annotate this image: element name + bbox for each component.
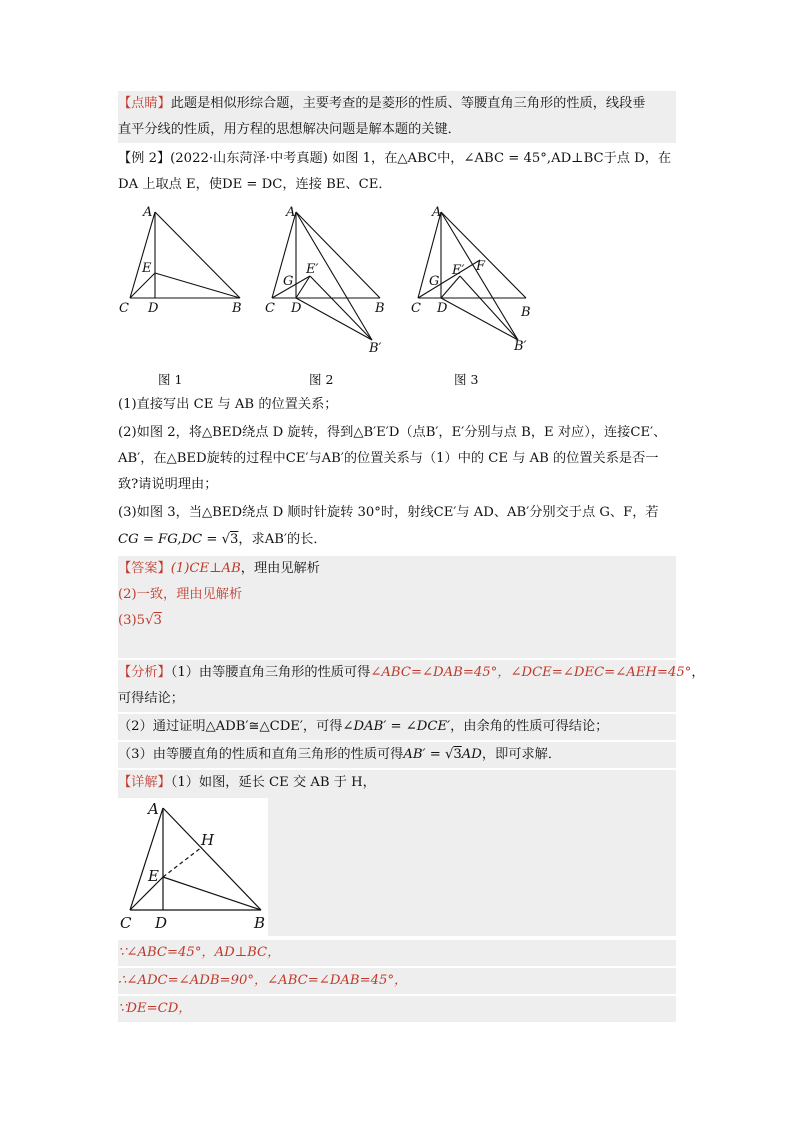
analysis-1-comma: ， bbox=[691, 665, 705, 680]
fig3-caption: 图 3 bbox=[454, 372, 479, 387]
analysis-tag: 【分析】 bbox=[118, 665, 171, 680]
detail-label-c: C bbox=[120, 914, 132, 932]
question-3-line-1: (3)如图 3，当△BED绕点 D 顺时针旋转 30°时，射线CE′与 AD、AB′分别交于点 G、F，若 bbox=[118, 505, 659, 520]
analysis-4-sqrt-sign: √ bbox=[444, 747, 454, 762]
analysis-line-1 bbox=[118, 660, 705, 686]
example-line-2: DA 上取点 E，使DE = DC，连接 BE、CE． bbox=[118, 177, 392, 192]
question-2-line-3: 致?请说明理由； bbox=[118, 477, 218, 492]
question-2-line-2: AB′，在△BED旋转的过程中CE′与AB′的位置关系与（1）中的 CE 与 AB 的位置关系是否一 bbox=[118, 451, 659, 466]
dianjing-text-1: 此题是相似形综合题，主要考查的是菱形的性质、等腰直角三角形的性质，线段垂 bbox=[170, 96, 646, 111]
analysis-4-tail: ，即可求解． bbox=[481, 747, 562, 762]
detail-step-3: ∵DE=CD， bbox=[118, 996, 676, 1022]
detail-label-d: D bbox=[155, 914, 168, 932]
answer-spacer bbox=[118, 634, 676, 658]
detail-label-b: B bbox=[254, 914, 266, 932]
figure-3 bbox=[408, 200, 548, 358]
q3-ask: ，求AB′的长． bbox=[238, 532, 327, 547]
figure-2 bbox=[262, 200, 402, 358]
detail-tag: 【详解】 bbox=[118, 775, 171, 790]
fig1-label-a: A bbox=[143, 205, 153, 220]
question-3-line-2 bbox=[118, 527, 676, 553]
analysis-3-tail: ，由余角的性质可得结论； bbox=[450, 719, 609, 734]
analysis-line-4 bbox=[118, 742, 676, 768]
analysis-line-2: 可得结论； bbox=[118, 686, 676, 712]
analysis-3-angles: ∠DAB′ = ∠DCE′ bbox=[342, 719, 451, 734]
answer-3: (3)5 bbox=[118, 613, 146, 628]
fig3-label-f: F bbox=[476, 259, 486, 274]
analysis-4-text: （3）由等腰直角的性质和直角三角形的性质可得 bbox=[118, 747, 404, 762]
answer-line-1 bbox=[118, 556, 676, 582]
fig1-caption: 图 1 bbox=[158, 372, 183, 387]
answer-1-reason: ，理由见解析 bbox=[240, 561, 320, 576]
fig1-label-b: B bbox=[232, 301, 242, 316]
detail-1-text: （1）如图，延长 CE 交 AB 于 H， bbox=[170, 775, 376, 790]
analysis-4-radicand: 3 bbox=[453, 747, 462, 762]
question-2-line-1: (2)如图 2，将△BED绕点 D 旋转，得到△B′E′D（点B′，E′分别与点 B，E 对应），连接CE′、 bbox=[118, 425, 667, 440]
analysis-line-3 bbox=[118, 714, 676, 740]
answer-3-sqrt-sign: √ bbox=[145, 613, 154, 628]
dianjing-line-1 bbox=[118, 91, 676, 117]
dianjing-line-2 bbox=[118, 117, 676, 143]
example-line-1: 【例 2】(2022·山东菏泽·中考真题) 如图 1，在△ABC中，∠ABC = 45°,AD⊥BC于点 D，在 bbox=[118, 151, 672, 166]
dianjing-text-2: 直平分线的性质，用方程的思想解决问题是解本题的关键． bbox=[118, 122, 461, 137]
fig3-label-g: G bbox=[429, 274, 440, 289]
fig2-label-b-prime: B′ bbox=[369, 341, 382, 356]
fig2-label-a: A bbox=[286, 205, 296, 220]
analysis-4-eq: AB′ = bbox=[403, 747, 445, 762]
fig3-label-a: A bbox=[432, 205, 442, 220]
detail-label-e: E bbox=[148, 867, 159, 885]
question-1: (1)直接写出 CE 与 AB 的位置关系； bbox=[118, 397, 338, 412]
dianjing-tag: 【点睛】 bbox=[118, 96, 171, 111]
fig3-label-b: B bbox=[521, 305, 531, 320]
analysis-3-text: （2）通过证明△ADB′≅△CDE′，可得 bbox=[118, 719, 343, 734]
fig2-label-c: C bbox=[265, 301, 275, 316]
fig3-label-c: C bbox=[411, 301, 421, 316]
fig3-label-e-prime: E′ bbox=[452, 263, 465, 278]
q3-sqrt-sign: √ bbox=[221, 532, 230, 547]
analysis-1-text: （1）由等腰直角三角形的性质可得 bbox=[170, 665, 371, 680]
detail-line-1 bbox=[118, 770, 676, 796]
answer-line-2 bbox=[118, 582, 676, 608]
answer-1: (1)CE⊥AB bbox=[170, 561, 241, 576]
fig3-label-d: D bbox=[437, 301, 448, 316]
detail-step-1: ∵∠ABC=45°，AD⊥BC， bbox=[118, 940, 676, 966]
fig2-label-d: D bbox=[291, 301, 302, 316]
fig2-caption: 图 2 bbox=[309, 372, 334, 387]
fig1-label-c: C bbox=[119, 301, 129, 316]
fig2-label-e-prime: E′ bbox=[306, 262, 319, 277]
figure-1 bbox=[115, 200, 255, 320]
answer-3-radicand: 3 bbox=[153, 613, 162, 628]
detail-label-h: H bbox=[201, 831, 215, 849]
answer-tag: 【答案】 bbox=[118, 561, 171, 576]
fig2-label-b: B bbox=[375, 301, 385, 316]
detail-figure bbox=[118, 798, 268, 936]
answer-line-3 bbox=[118, 608, 676, 634]
fig3-label-b-prime: B′ bbox=[514, 339, 527, 354]
analysis-4-ad: AD bbox=[461, 747, 482, 762]
answer-2: (2)一致，理由见解析 bbox=[118, 587, 243, 602]
analysis-1-angles: ∠ABC=∠DAB=45°，∠DCE=∠DEC=∠AEH=45° bbox=[370, 665, 692, 680]
q3-condition: CG = FG,DC = bbox=[118, 532, 222, 547]
fig2-label-g: G bbox=[283, 274, 294, 289]
detail-label-a: A bbox=[148, 800, 159, 818]
detail-step-2: ∴∠ADC=∠ADB=90°，∠ABC=∠DAB=45°， bbox=[118, 968, 676, 994]
q3-radicand: 3 bbox=[229, 532, 239, 547]
fig1-label-d: D bbox=[148, 301, 159, 316]
fig1-label-e: E bbox=[142, 261, 152, 276]
